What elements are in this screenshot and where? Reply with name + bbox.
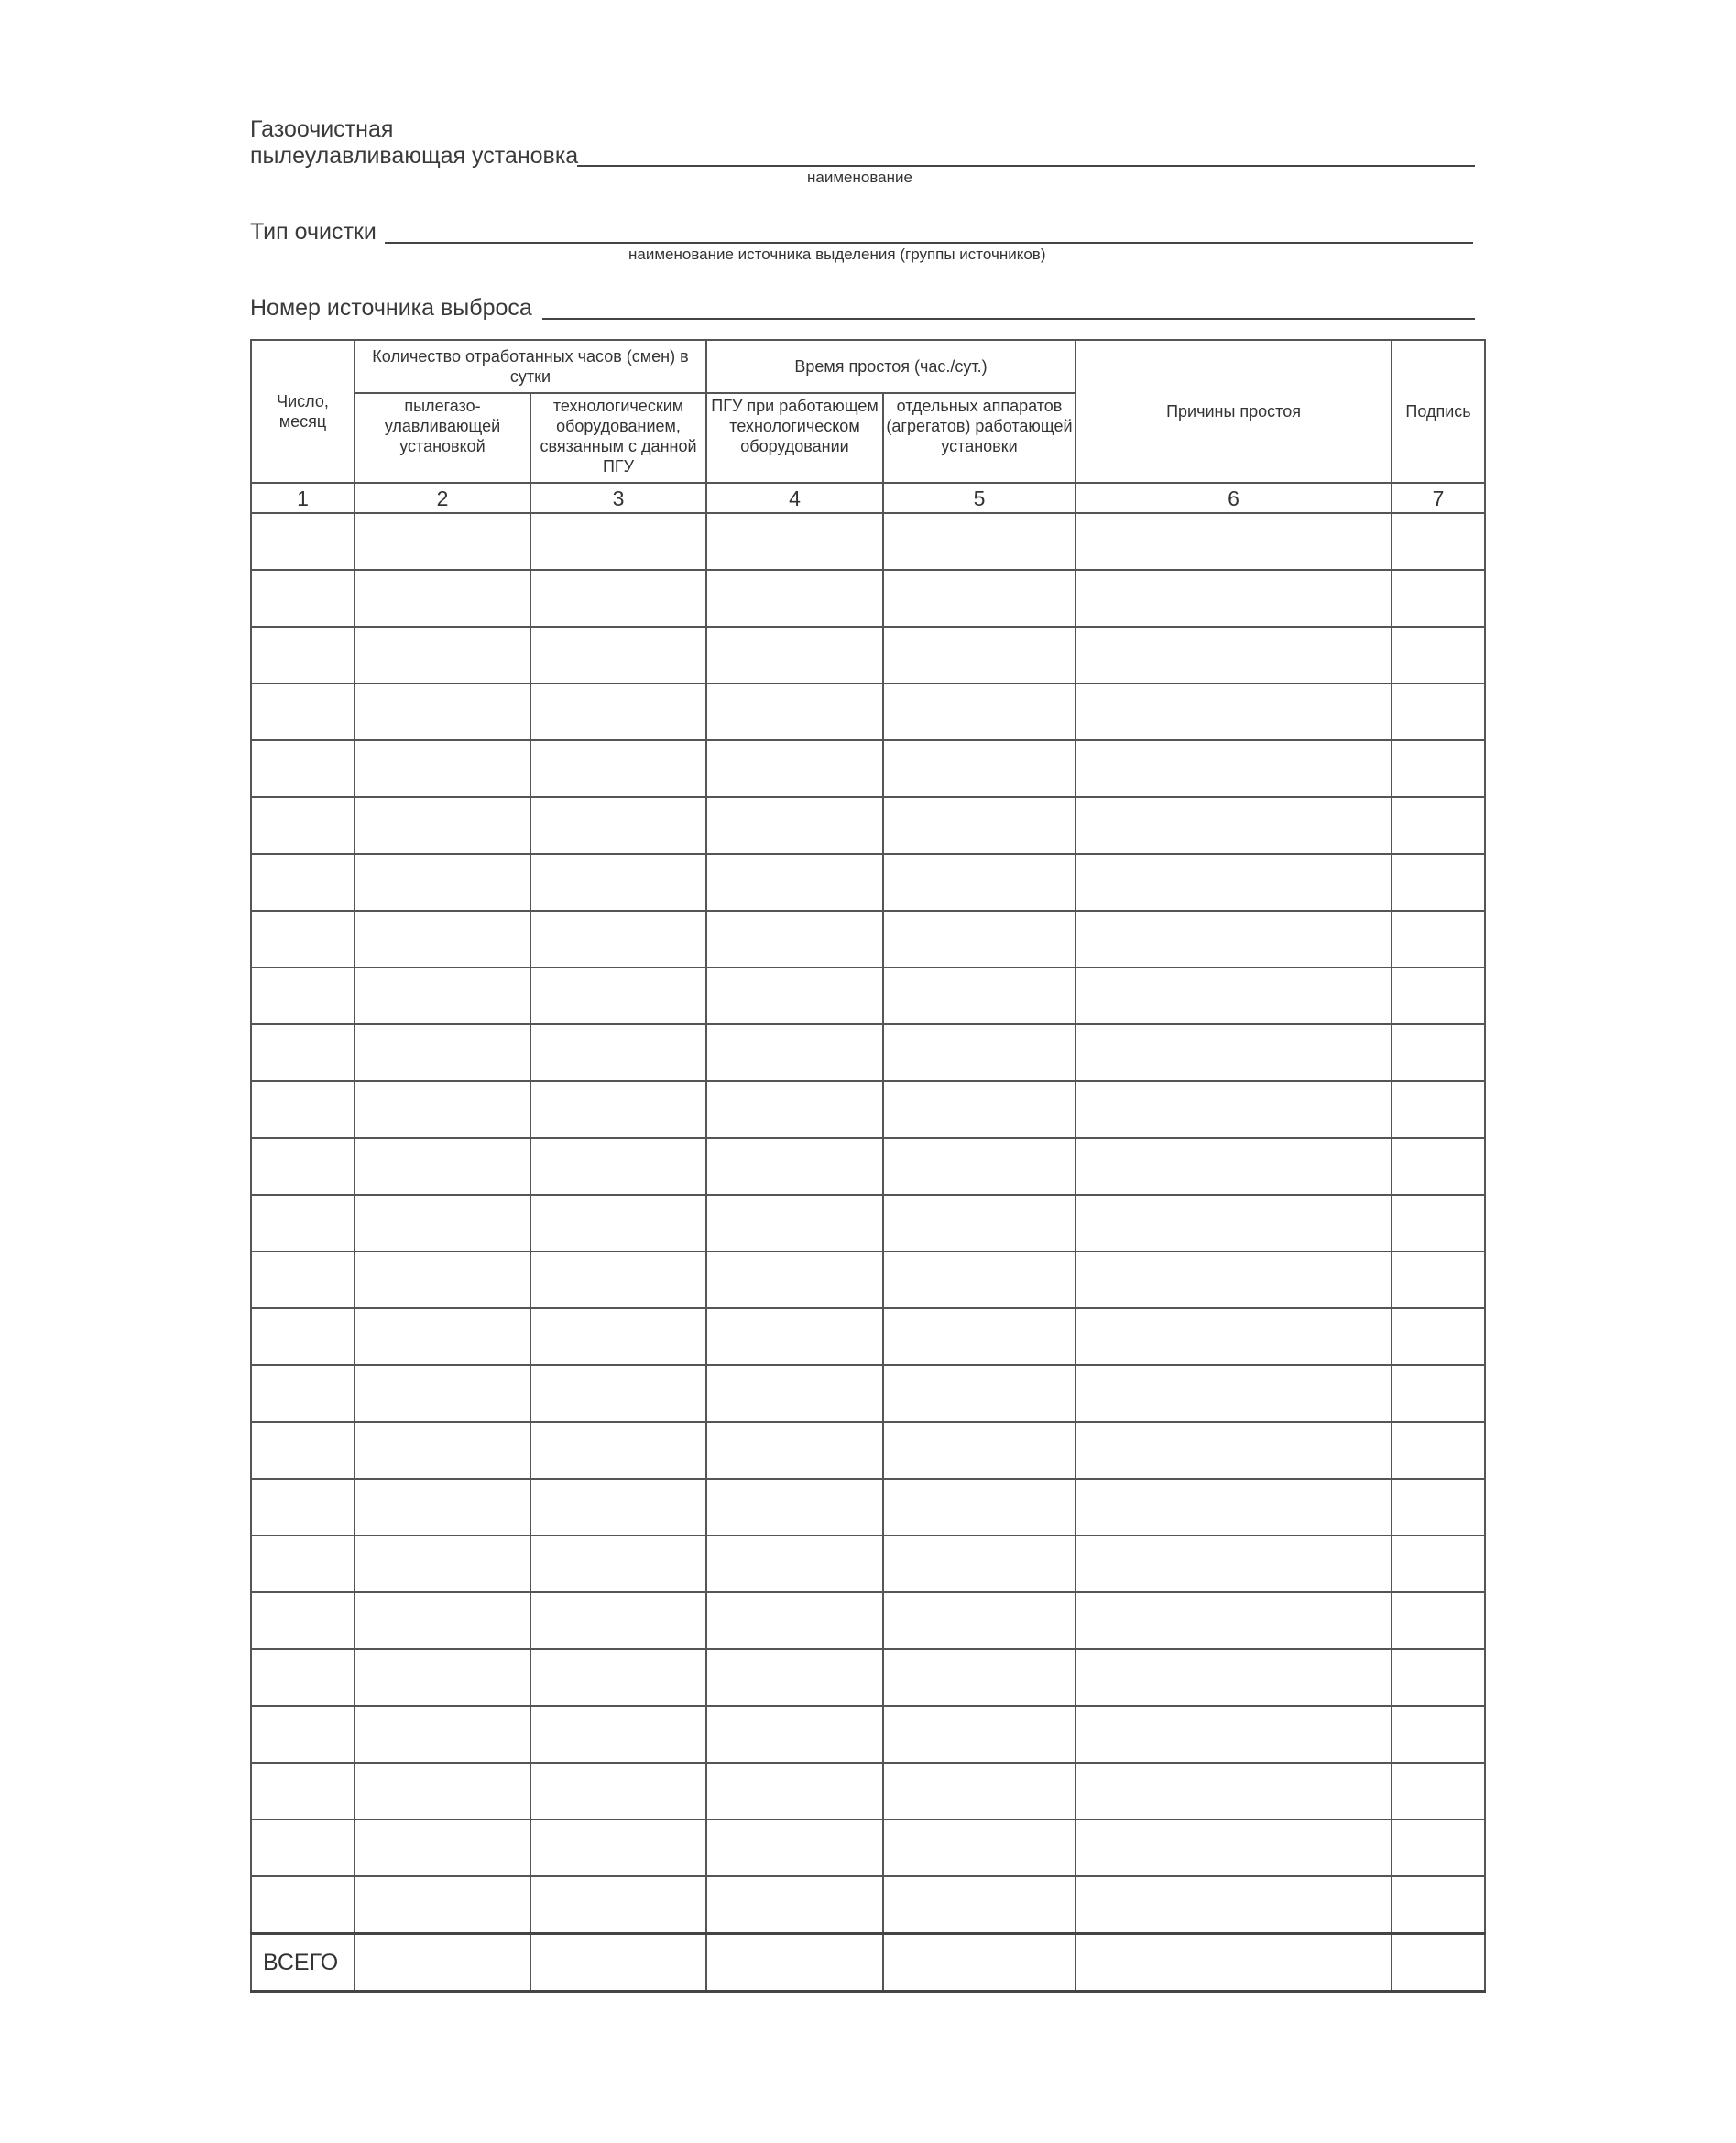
worked-hours-group-header: Количество отработанных часов (смен) в сутки xyxy=(355,340,706,393)
table-cell[interactable] xyxy=(530,1024,706,1081)
table-cell[interactable] xyxy=(883,968,1075,1024)
table-cell[interactable] xyxy=(251,1081,355,1138)
table-cell[interactable] xyxy=(530,1138,706,1195)
table-cell[interactable] xyxy=(530,570,706,627)
table-cell[interactable] xyxy=(1075,1024,1392,1081)
table-cell[interactable] xyxy=(1392,1081,1485,1138)
table-cell[interactable] xyxy=(251,683,355,740)
table-cell[interactable] xyxy=(530,1422,706,1479)
table-cell[interactable] xyxy=(706,1195,883,1252)
table-cell[interactable] xyxy=(1075,1536,1392,1592)
table-cell[interactable] xyxy=(1075,683,1392,740)
table-cell[interactable] xyxy=(1392,1763,1485,1820)
table-cell[interactable] xyxy=(706,911,883,968)
table-cell[interactable] xyxy=(355,1649,530,1706)
table-cell[interactable] xyxy=(355,1365,530,1422)
table-cell[interactable] xyxy=(530,513,706,570)
table-cell[interactable] xyxy=(530,1820,706,1876)
table-cell[interactable] xyxy=(1392,1308,1485,1365)
apparatus-downtime-header: отдельных аппаратов (агрегатов) работающей установки xyxy=(883,393,1075,483)
table-row xyxy=(251,1763,1485,1820)
technological-equipment-hours-header: технологическим оборудованием, связанным с данной ПГУ xyxy=(530,393,706,483)
table-cell[interactable] xyxy=(1075,1592,1392,1649)
table-cell[interactable] xyxy=(706,1536,883,1592)
table-row xyxy=(251,1024,1485,1081)
cleaning-type-label: Тип очистки xyxy=(250,219,377,245)
table-cell[interactable] xyxy=(1392,797,1485,854)
table-cell[interactable] xyxy=(1075,1308,1392,1365)
table-row xyxy=(251,968,1485,1024)
table-cell[interactable] xyxy=(883,513,1075,570)
table-row xyxy=(251,1422,1485,1479)
table-cell[interactable] xyxy=(1075,911,1392,968)
column-number: 1 xyxy=(251,483,355,513)
table-cell[interactable] xyxy=(530,1365,706,1422)
table-cell[interactable] xyxy=(251,968,355,1024)
table-cell[interactable] xyxy=(355,1706,530,1763)
downtime-journal-table xyxy=(250,339,1486,1993)
table-cell[interactable] xyxy=(530,968,706,1024)
table-cell[interactable] xyxy=(883,1308,1075,1365)
table-cell[interactable] xyxy=(1075,854,1392,911)
table-cell[interactable] xyxy=(883,1876,1075,1934)
table-cell[interactable] xyxy=(251,627,355,683)
table-cell[interactable] xyxy=(706,1592,883,1649)
table-cell[interactable] xyxy=(251,1536,355,1592)
table-cell[interactable] xyxy=(706,1422,883,1479)
table-cell[interactable] xyxy=(530,1252,706,1308)
table-cell[interactable] xyxy=(530,1592,706,1649)
table-cell[interactable] xyxy=(706,1308,883,1365)
table-cell[interactable] xyxy=(883,1365,1075,1422)
table-cell[interactable] xyxy=(883,1536,1075,1592)
table-row xyxy=(251,1308,1485,1365)
table-cell[interactable] xyxy=(1075,627,1392,683)
table-cell[interactable] xyxy=(1392,513,1485,570)
table-cell[interactable] xyxy=(1075,1252,1392,1308)
table-cell[interactable] xyxy=(355,911,530,968)
table-cell[interactable] xyxy=(706,1024,883,1081)
table-cell[interactable] xyxy=(1392,1252,1485,1308)
table-cell[interactable] xyxy=(883,1649,1075,1706)
table-cell[interactable] xyxy=(530,1763,706,1820)
table-row xyxy=(251,1479,1485,1536)
table-cell[interactable] xyxy=(883,1592,1075,1649)
table-cell[interactable] xyxy=(355,627,530,683)
table-row xyxy=(251,570,1485,627)
table-cell[interactable] xyxy=(883,1138,1075,1195)
table-cell[interactable] xyxy=(1075,513,1392,570)
table-cell[interactable] xyxy=(1075,1365,1392,1422)
table-cell[interactable] xyxy=(883,1252,1075,1308)
table-cell[interactable] xyxy=(530,797,706,854)
table-cell[interactable] xyxy=(1392,1876,1485,1934)
table-cell[interactable] xyxy=(530,1479,706,1536)
table-cell[interactable] xyxy=(1392,1649,1485,1706)
table-cell[interactable] xyxy=(706,1138,883,1195)
table-cell[interactable] xyxy=(1392,1024,1485,1081)
table-cell[interactable] xyxy=(355,1820,530,1876)
table-cell[interactable] xyxy=(706,1706,883,1763)
table-cell[interactable] xyxy=(1392,1592,1485,1649)
table-cell[interactable] xyxy=(883,1706,1075,1763)
table-cell[interactable] xyxy=(1075,1876,1392,1934)
table-cell[interactable] xyxy=(530,911,706,968)
total-cell[interactable] xyxy=(1075,1934,1392,1992)
table-cell[interactable] xyxy=(1392,911,1485,968)
table-row xyxy=(251,683,1485,740)
table-cell[interactable] xyxy=(1075,1763,1392,1820)
table-cell[interactable] xyxy=(706,627,883,683)
installation-name-caption: наименование xyxy=(807,169,912,186)
table-cell[interactable] xyxy=(251,854,355,911)
table-cell[interactable] xyxy=(251,1820,355,1876)
table-cell[interactable] xyxy=(530,683,706,740)
column-number: 6 xyxy=(1075,483,1392,513)
table-cell[interactable] xyxy=(251,570,355,627)
table-cell[interactable] xyxy=(1392,968,1485,1024)
installation-name-field[interactable] xyxy=(577,165,1475,167)
table-cell[interactable] xyxy=(251,1763,355,1820)
cleaning-type-field[interactable] xyxy=(385,242,1473,244)
table-cell[interactable] xyxy=(706,740,883,797)
table-cell[interactable] xyxy=(706,1763,883,1820)
column-number: 2 xyxy=(355,483,530,513)
table-cell[interactable] xyxy=(530,1195,706,1252)
date-column-header: Число, месяц xyxy=(251,340,355,483)
table-row xyxy=(251,1195,1485,1252)
column-number: 7 xyxy=(1392,483,1485,513)
table-row xyxy=(251,513,1485,570)
total-cell[interactable] xyxy=(1392,1934,1485,1992)
total-label: ВСЕГО xyxy=(251,1934,355,1992)
table-cell[interactable] xyxy=(1392,1536,1485,1592)
table-cell[interactable] xyxy=(883,1024,1075,1081)
journal-body xyxy=(251,483,1485,1992)
table-cell[interactable] xyxy=(706,1252,883,1308)
table-cell[interactable] xyxy=(1075,1820,1392,1876)
table-cell[interactable] xyxy=(1075,1649,1392,1706)
table-cell[interactable] xyxy=(530,1536,706,1592)
total-cell[interactable] xyxy=(883,1934,1075,1992)
table-cell[interactable] xyxy=(1075,1195,1392,1252)
table-row xyxy=(251,911,1485,968)
table-cell[interactable] xyxy=(1392,1479,1485,1536)
table-row xyxy=(251,1876,1485,1934)
table-cell[interactable] xyxy=(883,854,1075,911)
table-cell[interactable] xyxy=(355,570,530,627)
table-cell[interactable] xyxy=(355,1536,530,1592)
table-cell[interactable] xyxy=(530,1308,706,1365)
downtime-group-header: Время простоя (час./сут.) xyxy=(706,340,1075,393)
column-number: 5 xyxy=(883,483,1075,513)
table-cell[interactable] xyxy=(355,1876,530,1934)
table-cell[interactable] xyxy=(706,1479,883,1536)
table-cell[interactable] xyxy=(706,1876,883,1934)
table-cell[interactable] xyxy=(1392,1820,1485,1876)
table-row xyxy=(251,1649,1485,1706)
table-row xyxy=(251,854,1485,911)
table-cell[interactable] xyxy=(355,1308,530,1365)
table-row xyxy=(251,1252,1485,1308)
table-cell[interactable] xyxy=(355,1422,530,1479)
table-cell[interactable] xyxy=(355,740,530,797)
column-number-row xyxy=(251,483,1485,513)
table-cell[interactable] xyxy=(530,1706,706,1763)
table-cell[interactable] xyxy=(883,1081,1075,1138)
column-number: 4 xyxy=(706,483,883,513)
table-cell[interactable] xyxy=(883,683,1075,740)
table-row xyxy=(251,1365,1485,1422)
total-row xyxy=(251,1934,1485,1992)
table-cell[interactable] xyxy=(530,627,706,683)
table-cell[interactable] xyxy=(355,1252,530,1308)
table-cell[interactable] xyxy=(1392,570,1485,627)
table-cell[interactable] xyxy=(706,854,883,911)
table-cell[interactable] xyxy=(530,1081,706,1138)
table-row xyxy=(251,1081,1485,1138)
table-cell[interactable] xyxy=(355,513,530,570)
table-cell[interactable] xyxy=(1392,740,1485,797)
table-cell[interactable] xyxy=(251,1365,355,1422)
table-cell[interactable] xyxy=(251,1592,355,1649)
emission-source-label: Номер источника выброса xyxy=(250,295,532,321)
downtime-reason-header: Причины простоя xyxy=(1075,340,1392,483)
signature-header: Подпись xyxy=(1392,340,1485,483)
table-row xyxy=(251,1138,1485,1195)
total-cell[interactable] xyxy=(355,1934,530,1992)
table-cell[interactable] xyxy=(355,1479,530,1536)
table-cell[interactable] xyxy=(1075,1706,1392,1763)
table-cell[interactable] xyxy=(251,1195,355,1252)
table-cell[interactable] xyxy=(1392,1422,1485,1479)
table-cell[interactable] xyxy=(883,1422,1075,1479)
table-cell[interactable] xyxy=(251,1649,355,1706)
table-cell[interactable] xyxy=(706,968,883,1024)
table-cell[interactable] xyxy=(1075,797,1392,854)
table-cell[interactable] xyxy=(251,1024,355,1081)
form-title-line1: Газоочистная xyxy=(250,116,394,142)
table-cell[interactable] xyxy=(883,1763,1075,1820)
table-cell[interactable] xyxy=(706,570,883,627)
table-cell[interactable] xyxy=(355,1138,530,1195)
table-cell[interactable] xyxy=(530,1649,706,1706)
cleaning-type-caption: наименование источника выделения (группы источников) xyxy=(628,246,1046,263)
table-cell[interactable] xyxy=(883,740,1075,797)
gas-cleaning-unit-hours-header: пылегазо-улавливающей установкой xyxy=(355,393,530,483)
table-cell[interactable] xyxy=(883,570,1075,627)
table-row xyxy=(251,1706,1485,1763)
table-cell[interactable] xyxy=(883,1479,1075,1536)
table-cell[interactable] xyxy=(251,797,355,854)
table-cell[interactable] xyxy=(251,1138,355,1195)
table-cell[interactable] xyxy=(355,1195,530,1252)
table-cell[interactable] xyxy=(530,740,706,797)
table-cell[interactable] xyxy=(251,1876,355,1934)
table-cell[interactable] xyxy=(706,683,883,740)
table-cell[interactable] xyxy=(1392,627,1485,683)
table-cell[interactable] xyxy=(355,797,530,854)
table-cell[interactable] xyxy=(251,911,355,968)
table-cell[interactable] xyxy=(1392,683,1485,740)
table-cell[interactable] xyxy=(355,968,530,1024)
table-cell[interactable] xyxy=(1392,1195,1485,1252)
table-cell[interactable] xyxy=(706,1365,883,1422)
column-number: 3 xyxy=(530,483,706,513)
table-cell[interactable] xyxy=(1392,1365,1485,1422)
table-cell[interactable] xyxy=(1392,1138,1485,1195)
table-cell[interactable] xyxy=(1075,1479,1392,1536)
total-cell[interactable] xyxy=(530,1934,706,1992)
table-row xyxy=(251,1536,1485,1592)
table-cell[interactable] xyxy=(1075,740,1392,797)
table-cell[interactable] xyxy=(355,1763,530,1820)
table-cell[interactable] xyxy=(883,797,1075,854)
table-cell[interactable] xyxy=(1075,1081,1392,1138)
table-cell[interactable] xyxy=(883,1820,1075,1876)
table-cell[interactable] xyxy=(706,1081,883,1138)
table-cell[interactable] xyxy=(706,1649,883,1706)
table-row xyxy=(251,797,1485,854)
table-cell[interactable] xyxy=(251,1252,355,1308)
table-cell[interactable] xyxy=(530,854,706,911)
table-cell[interactable] xyxy=(251,1308,355,1365)
table-cell[interactable] xyxy=(1075,1422,1392,1479)
table-row xyxy=(251,627,1485,683)
table-row xyxy=(251,740,1485,797)
table-cell[interactable] xyxy=(1392,1706,1485,1763)
table-cell[interactable] xyxy=(251,1479,355,1536)
table-cell[interactable] xyxy=(355,683,530,740)
table-cell[interactable] xyxy=(251,1706,355,1763)
table-cell[interactable] xyxy=(1392,854,1485,911)
table-row xyxy=(251,1592,1485,1649)
table-row xyxy=(251,1820,1485,1876)
table-cell[interactable] xyxy=(1075,968,1392,1024)
table-cell[interactable] xyxy=(530,1876,706,1934)
table-cell[interactable] xyxy=(251,740,355,797)
table-cell[interactable] xyxy=(706,797,883,854)
table-cell[interactable] xyxy=(1075,1138,1392,1195)
table-cell[interactable] xyxy=(883,1195,1075,1252)
emission-source-field[interactable] xyxy=(542,318,1475,320)
table-cell[interactable] xyxy=(883,627,1075,683)
table-cell[interactable] xyxy=(355,1081,530,1138)
table-cell[interactable] xyxy=(883,911,1075,968)
table-cell[interactable] xyxy=(355,1024,530,1081)
pgu-downtime-header: ПГУ при работающем технологическом оборудовании xyxy=(706,393,883,483)
table-cell[interactable] xyxy=(706,1820,883,1876)
table-cell[interactable] xyxy=(251,513,355,570)
table-cell[interactable] xyxy=(1075,570,1392,627)
table-cell[interactable] xyxy=(355,1592,530,1649)
form-title-line2: пылеулавливающая установка xyxy=(250,143,579,169)
table-cell[interactable] xyxy=(706,513,883,570)
total-cell[interactable] xyxy=(706,1934,883,1992)
table-cell[interactable] xyxy=(251,1422,355,1479)
table-cell[interactable] xyxy=(355,854,530,911)
